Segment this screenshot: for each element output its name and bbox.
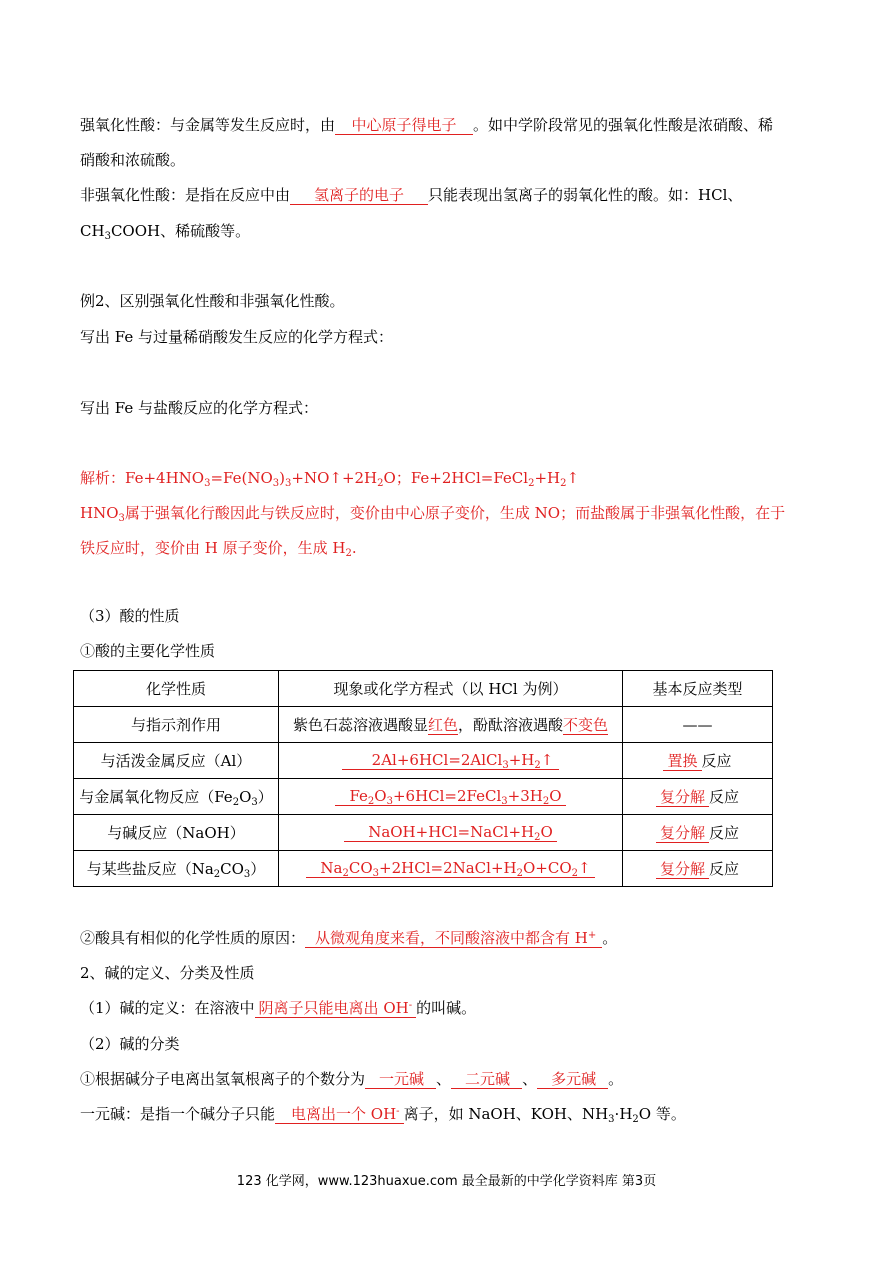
base-classification-by-oh: ①根据碱分子电离出氢氧根离子的个数分为 一元碱 、 二元碱 、 多元碱 。	[80, 1070, 624, 1088]
answer-blank: 氢离子的电子	[290, 186, 428, 205]
analysis-line-1: 解析：$Fe+4HNO_3=Fe(NO_3)_3+NO↑+2H_2O$；$Fe+2HCl=FeCl_2+H_2↑$	[80, 469, 580, 489]
answer-blank: 一元碱	[365, 1070, 436, 1089]
table-cell	[279, 851, 623, 887]
answer-blank: 红色	[427, 716, 458, 734]
table-row	[74, 851, 773, 887]
table-row	[74, 707, 773, 743]
answer-blank: $Fe_2O_3+6HCl=2FeCl_3+3H_2O$	[335, 787, 565, 806]
table-header: 现象或化学方程式（以 HCl 为例）	[279, 671, 623, 707]
monobasic-base-definition: 一元碱：是指一个碱分子只能 电离出一个 OH- 离子，如 NaOH、KOH、$NH_3\cdot H_2O$ 等。	[80, 1105, 686, 1125]
answer-blank: 阴离子只能电离出 OH-	[255, 999, 417, 1018]
acid-properties-table	[73, 670, 773, 887]
table-cell	[279, 743, 623, 779]
answer-blank: 二元碱	[451, 1070, 522, 1089]
answer-blank: 中心原子得电子	[335, 116, 473, 135]
answer-blank: 不变色	[563, 716, 609, 734]
example-2-question-1: 写出 Fe 与过量稀硝酸发生反应的化学方程式：	[80, 328, 394, 346]
answer-blank: 多元碱	[537, 1070, 608, 1089]
table-cell	[279, 779, 623, 815]
answer-blank: $NaOH+HCl=NaCl+H_2O$	[344, 823, 557, 842]
example-2-title: 例2、区别强氧化性酸和非强氧化性酸。	[80, 292, 345, 310]
table-cell: 置换 反应	[623, 743, 773, 779]
base-section-title: 2、碱的定义、分类及性质	[80, 964, 255, 982]
table-cell: 复分解 反应	[623, 815, 773, 851]
acid-similarity-reason: ②酸具有相似的化学性质的原因： 从微观角度来看，不同酸溶液中都含有 H+ 。	[80, 929, 618, 947]
table-row	[74, 779, 773, 815]
answer-blank: 从微观角度来看，不同酸溶液中都含有 H+	[305, 929, 602, 948]
table-cell: 与碱反应（NaOH）	[74, 815, 279, 851]
answer-blank: 复分解	[656, 860, 709, 879]
table-cell: 紫色石蕊溶液遇酸显红色，酚酞溶液遇酸不变色	[279, 707, 623, 743]
table-cell: 复分解 反应	[623, 779, 773, 815]
answer-blank: 电离出一个 OH-	[275, 1105, 404, 1124]
table-cell: 与活泼金属反应（Al）	[74, 743, 279, 779]
strong-oxidizing-acid-definition-cont: 硝酸和浓硫酸。	[80, 151, 186, 169]
table-cell: 与某些盐反应$(Na_2CO_3)$	[74, 851, 279, 887]
non-strong-oxidizing-acid-examples: $CH_3COOH$、稀硫酸等。	[80, 222, 251, 242]
section-3-title: （3）酸的性质	[80, 607, 180, 625]
table-cell: 复分解 反应	[623, 851, 773, 887]
analysis-line-3: 铁反应时，变价由 H 原子变价，生成 $H_2$.	[80, 539, 357, 559]
answer-blank: $2Al+6HCl=2AlCl_3+H_2↑$	[342, 751, 560, 770]
table-cell	[279, 815, 623, 851]
base-definition: （1）碱的定义：在溶液中 阴离子只能电离出 OH- 的叫碱。	[80, 999, 477, 1017]
non-strong-oxidizing-acid-definition: 非强氧化性酸：是指在反应中由 氢离子的电子 只能表现出氢离子的弱氧化性的酸。如：HCl、	[80, 186, 743, 204]
analysis-line-2: $HNO_3$属于强氧化行酸因此与铁反应时，变价由中心原子变价，生成 NO；而盐酸属于非强氧化性酸，在于	[80, 504, 786, 524]
answer-blank: 复分解	[656, 824, 709, 843]
table-cell: 与指示剂作用	[74, 707, 279, 743]
answer-blank: 复分解	[656, 788, 709, 807]
example-2-question-2: 写出 Fe 与盐酸反应的化学方程式：	[80, 399, 319, 417]
table-cell: 与金属氧化物反应$(Fe_2O_3)$	[74, 779, 279, 815]
table-cell: ——	[623, 707, 773, 743]
page-footer: 123 化学网，www.123huaxue.com 最全最新的中学化学资料库 第3页	[236, 1174, 657, 1189]
table-header: 基本反应类型	[623, 671, 773, 707]
table-header: 化学性质	[74, 671, 279, 707]
base-classification-title: （2）碱的分类	[80, 1035, 180, 1053]
table-row	[74, 743, 773, 779]
section-3-subtitle: ①酸的主要化学性质	[80, 642, 216, 660]
strong-oxidizing-acid-definition: 强氧化性酸：与金属等发生反应时，由 中心原子得电子 。如中学阶段常见的强氧化性酸是浓硝酸、稀	[80, 116, 774, 134]
table-row	[74, 815, 773, 851]
table-header-row	[74, 671, 773, 707]
answer-blank: 置换	[663, 752, 701, 771]
answer-blank: $Na_2CO_3+2HCl=2NaCl+H_2O+CO_2↑$	[306, 859, 594, 878]
